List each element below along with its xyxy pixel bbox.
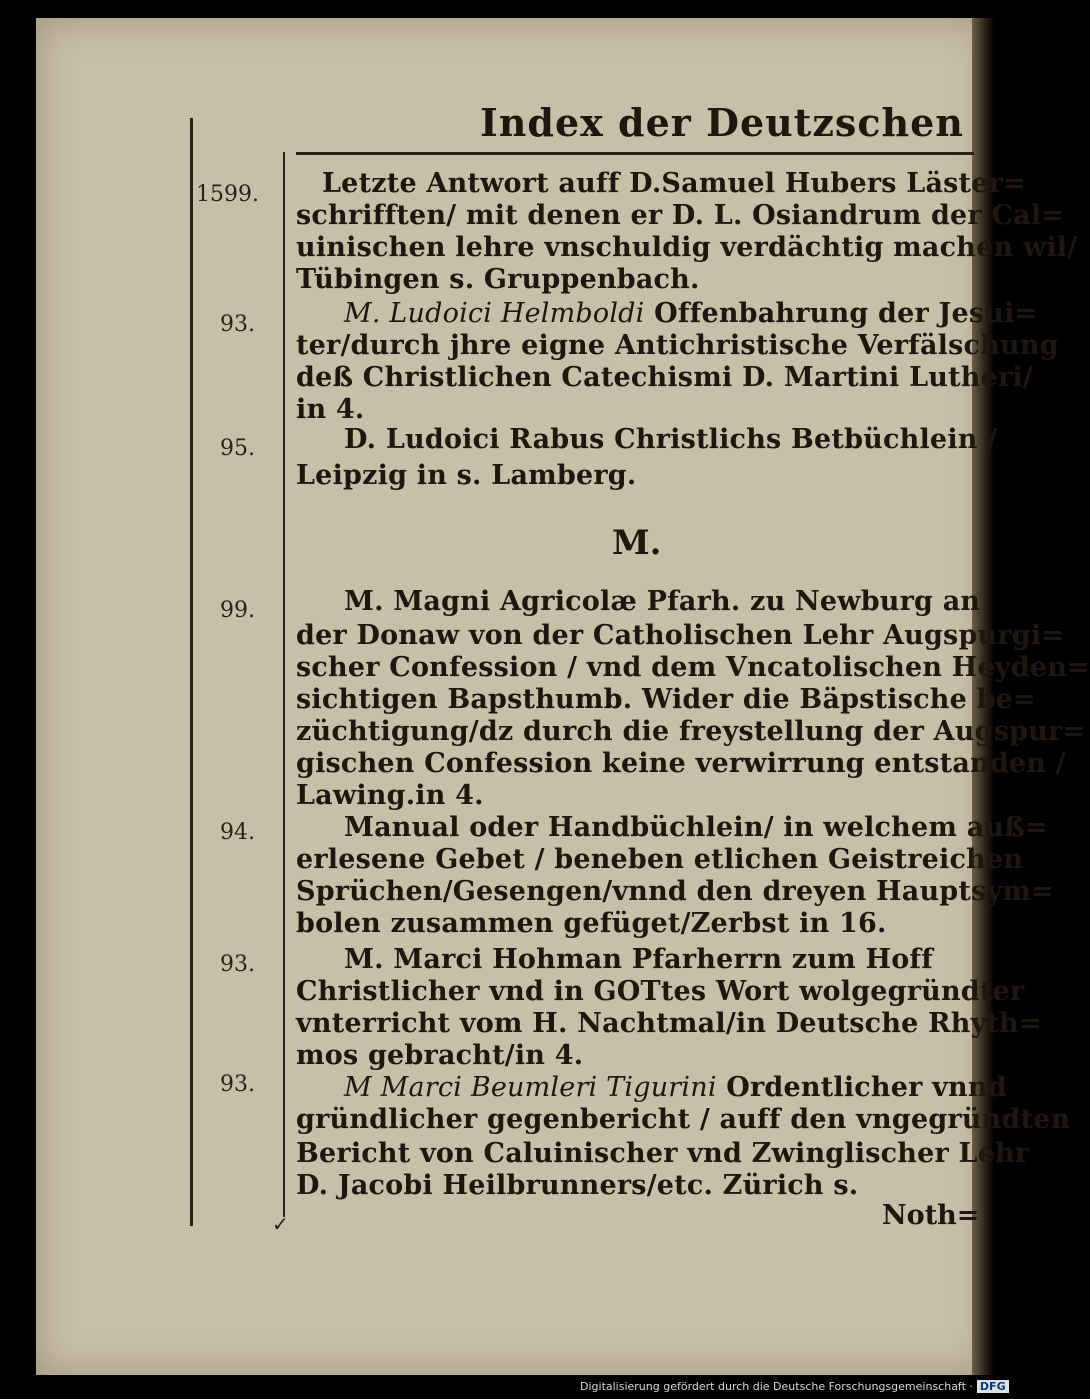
entry-line: uinischen lehre vnschuldig verdächtig machen wil/ (296, 232, 1078, 263)
entry-line: Christlicher vnd in GOTtes Wort wolgegründter (296, 976, 1025, 1007)
title-text: Offenbahrung der Jesui= (644, 298, 1038, 329)
author-name: M Marci Beumleri Tigurini (344, 1072, 717, 1103)
entry-line: gischen Confession keine verwirrung entstanden / (296, 748, 1066, 779)
entry-line: D. Jacobi Heilbrunners/etc. Zürich s. (296, 1170, 859, 1201)
entry-line: der Donaw von der Catholischen Lehr Augspurgi= (296, 620, 1065, 651)
year-marginal: 93. (220, 952, 255, 977)
margin-rule-right (283, 152, 285, 1217)
year-marginal: 95. (220, 436, 255, 461)
entry-line: mos gebracht/in 4. (296, 1040, 584, 1071)
entry-line: bolen zusammen gefüget/Zerbst in 16. (296, 908, 887, 939)
footer-text: Digitalisierung gefördert durch die Deutsche Forschungsgemeinschaft · (580, 1380, 973, 1393)
entry-line: Lawing.in 4. (296, 780, 484, 811)
entry-line: Letzte Antwort auff D.Samuel Hubers Läster= (322, 168, 1026, 199)
entry-line: gründlicher gegenbericht / auff den vngegründten (296, 1104, 1071, 1135)
entry-line: scher Confession / vnd dem Vncatolischen Heyden= (296, 652, 1090, 683)
year-marginal: 93. (220, 312, 255, 337)
entry-line: sichtigen Bapsthumb. Wider die Bäpstische be= (296, 684, 1036, 715)
catchword: Noth= (882, 1200, 980, 1231)
year-marginal: 93. (220, 1072, 255, 1097)
dfg-logo: DFG (977, 1380, 1009, 1393)
year-marginal: 94. (220, 820, 255, 845)
entry-line: in 4. (296, 394, 365, 425)
year-marginal: 99. (220, 598, 255, 623)
entry-line: Sprüchen/Gesengen/vnnd den dreyen Hauptsym= (296, 876, 1054, 907)
entry-line: M. Marci Hohman Pfarherrn zum Hoff (344, 944, 934, 975)
author-name: M. Ludoici Helmboldi (344, 298, 645, 329)
entry-line (344, 298, 1037, 329)
header-rule (296, 152, 974, 155)
margin-rule-left (190, 118, 193, 1226)
margin-mark: ✓ (272, 1212, 289, 1236)
entry-line: Leipzig in s. Lamberg. (296, 460, 637, 491)
entry-line: Tübingen s. Gruppenbach. (296, 264, 700, 295)
entry-line: züchtigung/dz durch die freystellung der Augspur= (296, 716, 1086, 747)
entry-line: Bericht von Caluinischer vnd Zwinglischer Lehr (296, 1138, 1030, 1169)
entry-line: schrifften/ mit denen er D. L. Osiandrum der Cal= (296, 200, 1065, 231)
entry-line: M. Magni Agricolæ Pfarh. zu Newburg an (344, 586, 981, 617)
entry-line: Manual oder Handbüchlein/ in welchem auß= (344, 812, 1048, 843)
entry-line (344, 1072, 1007, 1103)
entry-line: vnterricht vom H. Nachtmal/in Deutsche Rhyth= (296, 1008, 1042, 1039)
title-text: Ordentlicher vnnd (716, 1072, 1007, 1103)
entry-line: ter/durch jhre eigne Antichristische Verfälschung (296, 330, 1059, 361)
entry-line: D. Ludoici Rabus Christlichs Betbüchlein / (344, 424, 998, 455)
footer-credit (580, 1380, 1009, 1393)
running-head: Index der Deutzschen (480, 100, 964, 145)
entry-line: erlesene Gebet / beneben etlichen Geistreichen (296, 844, 1024, 875)
entry-line: deß Christlichen Catechismi D. Martini Lutheri/ (296, 362, 1033, 393)
year-marginal: 1599. (196, 182, 259, 207)
section-letter: M. (612, 523, 662, 563)
